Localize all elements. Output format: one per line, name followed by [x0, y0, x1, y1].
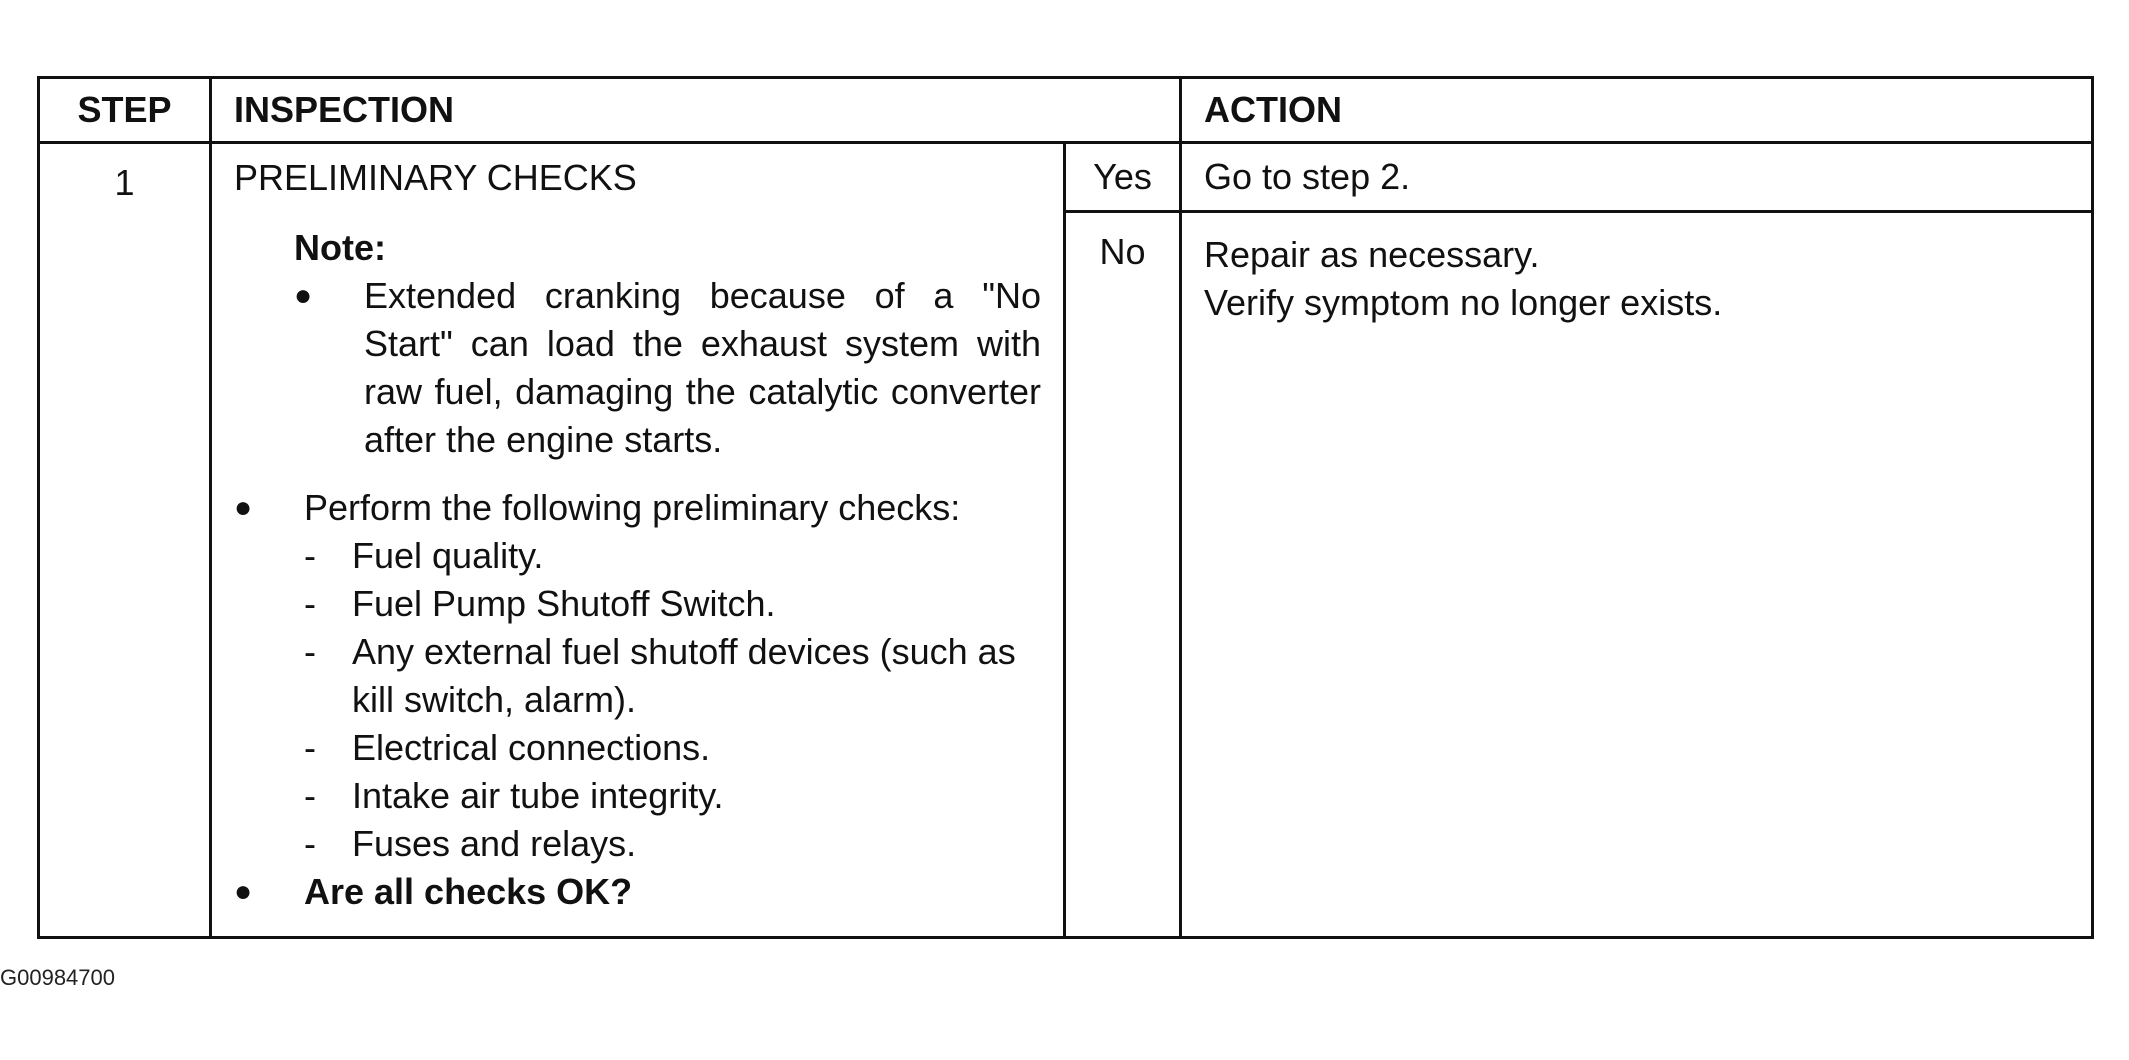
- table-row-no: [39, 212, 2093, 938]
- list-item: [304, 628, 1041, 724]
- note-item: [294, 272, 1041, 464]
- dash-icon: -: [304, 630, 316, 672]
- list-item: [304, 724, 1041, 772]
- list-item: [304, 820, 1041, 868]
- dash-icon: -: [304, 726, 316, 768]
- list-item: [304, 580, 1041, 628]
- check-text: Fuses and relays.: [352, 822, 637, 864]
- bullet-icon: ●: [294, 278, 313, 312]
- header-action: ACTION: [1181, 78, 2093, 143]
- note-block: [234, 224, 1041, 464]
- dash-icon: -: [304, 534, 316, 576]
- dash-icon: -: [304, 822, 316, 864]
- step-number: 1: [39, 143, 211, 938]
- checks-block: [234, 484, 1041, 916]
- dash-icon: -: [304, 582, 316, 624]
- question-text: Are all checks OK?: [304, 870, 633, 912]
- figure-code: G00984700: [0, 965, 115, 990]
- bullet-icon: ●: [234, 490, 253, 524]
- yes-action: Go to step 2.: [1181, 143, 2093, 212]
- check-text: Fuel quality.: [352, 534, 544, 576]
- check-text: Any external fuel shutoff devices (such as kill switch, alarm).: [352, 630, 1016, 720]
- checks-list: [234, 532, 1041, 868]
- list-item: [304, 772, 1041, 820]
- header-inspection: INSPECTION: [211, 78, 1181, 143]
- checks-intro-item: [234, 484, 1041, 532]
- no-action: [1181, 212, 2093, 938]
- no-action-line: Repair as necessary.: [1204, 234, 1540, 275]
- check-text: Intake air tube integrity.: [352, 774, 724, 816]
- note-text: Extended cranking because of a "No Start" can load the exhaust system with raw fuel, damaging the catalytic converter after the engine starts.: [364, 274, 1041, 460]
- inspection-title: PRELIMINARY CHECKS: [211, 143, 1065, 212]
- dash-icon: -: [304, 774, 316, 816]
- no-action-line: Verify symptom no longer exists.: [1204, 282, 1723, 323]
- check-text: Fuel Pump Shutoff Switch.: [352, 582, 776, 624]
- header-step: STEP: [39, 78, 211, 143]
- check-text: Electrical connections.: [352, 726, 711, 768]
- inspection-body: [211, 212, 1065, 938]
- checks-intro: Perform the following preliminary checks:: [304, 486, 961, 528]
- table-row-yes: [39, 143, 2093, 212]
- note-title: Note:: [294, 226, 386, 268]
- no-label: No: [1065, 212, 1181, 938]
- bullet-icon: ●: [234, 874, 253, 908]
- yes-label: Yes: [1065, 143, 1181, 212]
- diagnostic-table: [37, 76, 2094, 939]
- table-header-row: [39, 78, 2093, 143]
- list-item: [304, 532, 1041, 580]
- question-item: [234, 868, 1041, 916]
